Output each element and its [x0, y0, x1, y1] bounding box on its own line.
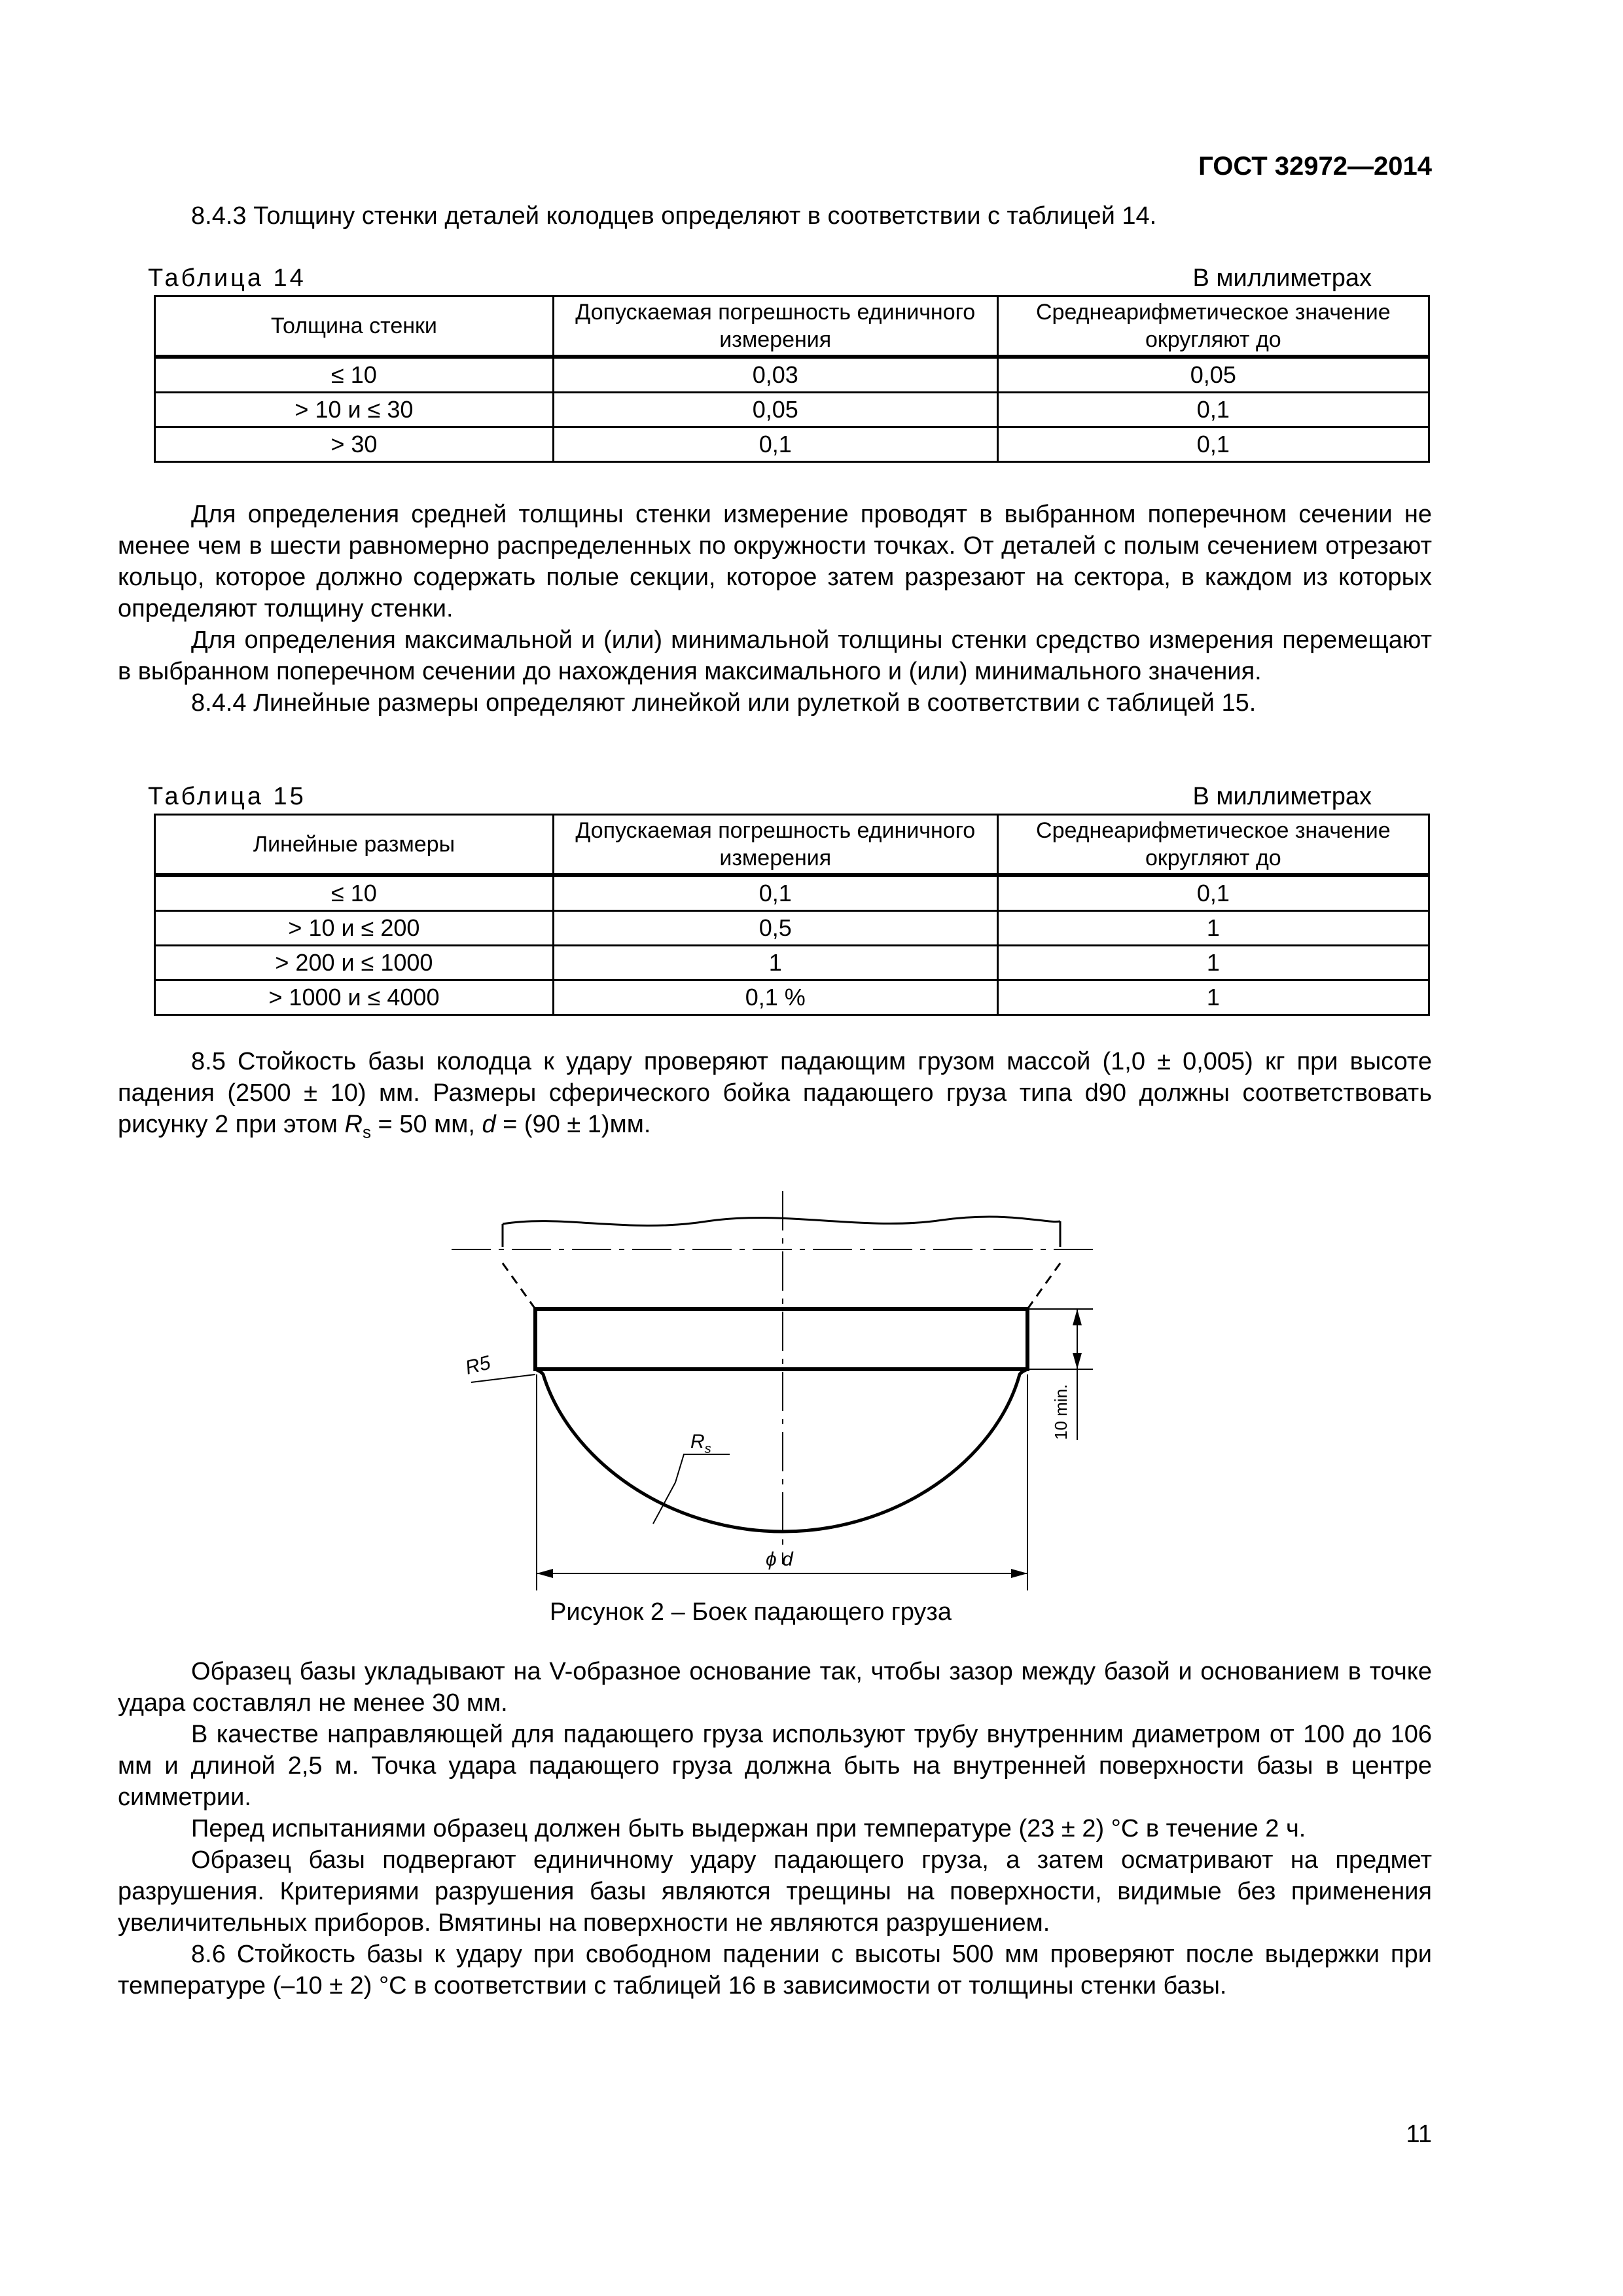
rs-subscript: s [362, 1122, 371, 1142]
table14-header-col1: Толщина стенки [155, 296, 554, 357]
section-8-6-text: 8.6 Стойкость базы к удару при свободном падении с высоты 500 мм проверяют после выдержки при температуре (–10 ± 2) °С в соответствии с таблицей 16 в зависимости от толщины стенки базы. [118, 1941, 1432, 2000]
diameter-label: ϕ d [766, 1549, 793, 1570]
thickness-paragraphs [118, 499, 1432, 719]
rs-symbol: R [344, 1111, 363, 1138]
table15-cell: 1 [553, 946, 997, 980]
table15-cell: 1 [997, 980, 1429, 1015]
break-line [503, 1217, 1060, 1226]
table15-cell: > 10 и ≤ 200 [155, 911, 554, 946]
table14-caption: Таблица 14 [148, 264, 306, 292]
striker-hemisphere [535, 1369, 1027, 1532]
r5-label: R5 [463, 1352, 493, 1379]
table-row [155, 875, 1429, 911]
table15-cell: 0,1 [997, 875, 1429, 911]
section-8-5-part1: 8.5 Стойкость базы колодца к удару проверяют падающим грузом массой (1,0 ± 0,005) кг при высоте падения (2500 ± 10) мм. Размеры сферического бойка падающего груза типа d90 должны соответствовать рисунку 2 при этом [118, 1048, 1432, 1138]
d-symbol: d [482, 1111, 496, 1138]
page-number: 11 [1406, 2121, 1432, 2148]
table14-header-col2: Допускаемая погрешность единичного измерения [553, 296, 997, 357]
table15 [154, 814, 1430, 1016]
table15-cell: > 1000 и ≤ 4000 [155, 980, 554, 1015]
table14-cell: 0,03 [553, 357, 997, 393]
table-row [155, 911, 1429, 946]
section-8-5-part2: = 50 мм, [370, 1111, 482, 1138]
table15-cell: ≤ 10 [155, 875, 554, 911]
table14-cell: > 10 и ≤ 30 [155, 393, 554, 427]
table15-cell: 0,1 [553, 875, 997, 911]
table14-header-row [155, 296, 1429, 357]
paragraph-average-thickness: Для определения средней толщины стенки измерение проводят в выбранном поперечном сечении не менее чем в шести равномерно распределенных по окружности точках. От деталей с полым сечением отрезают кольцо, которое должно содержать полые секции, которое затем разрезают на сектора, в каждом из которых определяют толщину стенки. [118, 501, 1432, 622]
table14-cell: 0,1 [997, 427, 1429, 462]
table14-cell: 0,1 [553, 427, 997, 462]
table-row [155, 946, 1429, 980]
table15-cell: 0,5 [553, 911, 997, 946]
paragraph-minmax-thickness: Для определения максимальной и (или) минимальной толщины стенки средство измерения перемещают в выбранном поперечном сечении до нахождения максимального и (или) минимального значения. [118, 626, 1432, 685]
table14 [154, 295, 1430, 463]
section-8-5 [118, 1046, 1432, 1148]
test-procedure-paragraphs [118, 1656, 1432, 2001]
table15-header-col1: Линейные размеры [155, 815, 554, 876]
standard-header: ГОСТ 32972—2014 [1198, 152, 1432, 181]
table-row [155, 427, 1429, 462]
rs-label-r: R [690, 1431, 705, 1452]
table14-unit: В миллиметрах [1192, 264, 1372, 292]
section-8-5-part3: = (90 ± 1)мм. [495, 1111, 651, 1138]
height-label: 10 min. [1051, 1384, 1071, 1440]
table-row [155, 393, 1429, 427]
table15-header-col2: Допускаемая погрешность единичного измерения [553, 815, 997, 876]
table14-cell: ≤ 10 [155, 357, 554, 393]
table-row [155, 357, 1429, 393]
section-8-5-text [118, 1046, 1432, 1148]
table15-cell: > 200 и ≤ 1000 [155, 946, 554, 980]
figure2-caption: Рисунок 2 – Боек падающего груза [550, 1598, 952, 1626]
table14-cell: 0,05 [553, 393, 997, 427]
paragraph-failure-criteria: Образец базы подвергают единичному удару падающего груза, а затем осматривают на предмет разрушения. Критериями разрушения базы являются трещины на поверхности, видимые без применения увеличительных приборов. Вмятины на поверхности не являются разрушением. [118, 1846, 1432, 1937]
table15-cell: 1 [997, 911, 1429, 946]
table15-cell: 1 [997, 946, 1429, 980]
paragraph-conditioning: Перед испытаниями образец должен быть выдержан при температуре (23 ± 2) °С в течение 2 ч. [191, 1815, 1306, 1842]
section-8-4-3-text: 8.4.3 Толщину стенки деталей колодцев определяют в соответствии с таблицей 14. [191, 202, 1157, 230]
table15-header-row [155, 815, 1429, 876]
table-row [155, 980, 1429, 1015]
table15-unit: В миллиметрах [1192, 783, 1372, 810]
table14-cell: 0,05 [997, 357, 1429, 393]
rs-label [690, 1431, 711, 1456]
figure2-striker-drawing [432, 1178, 1191, 1623]
rs-leader [653, 1454, 730, 1524]
table15-caption: Таблица 15 [148, 783, 306, 810]
table15-header-col3: Среднеарифметическое значение округляют до [997, 815, 1429, 876]
section-8-4-3 [118, 200, 1432, 232]
table14-cell: > 30 [155, 427, 554, 462]
paragraph-v-base: Образец базы укладывают на V-образное основание так, чтобы зазор между базой и основанием в точке удара составлял не менее 30 мм. [118, 1658, 1432, 1717]
table15-cell: 0,1 % [553, 980, 997, 1015]
table14-cell: 0,1 [997, 393, 1429, 427]
table14-header-col3: Среднеарифметическое значение округляют до [997, 296, 1429, 357]
paragraph-guide-tube: В качестве направляющей для падающего груза используют трубу внутренним диаметром от 100 до 106 мм и длиной 2,5 м. Точка удара падающего груза должна быть на внутренней поверхности базы в центре симметрии. [118, 1721, 1432, 1811]
striker-body [535, 1309, 1027, 1369]
rs-label-sub: s [704, 1442, 711, 1456]
section-8-4-4-text: 8.4.4 Линейные размеры определяют линейкой или рулеткой в соответствии с таблицей 15. [191, 689, 1257, 717]
